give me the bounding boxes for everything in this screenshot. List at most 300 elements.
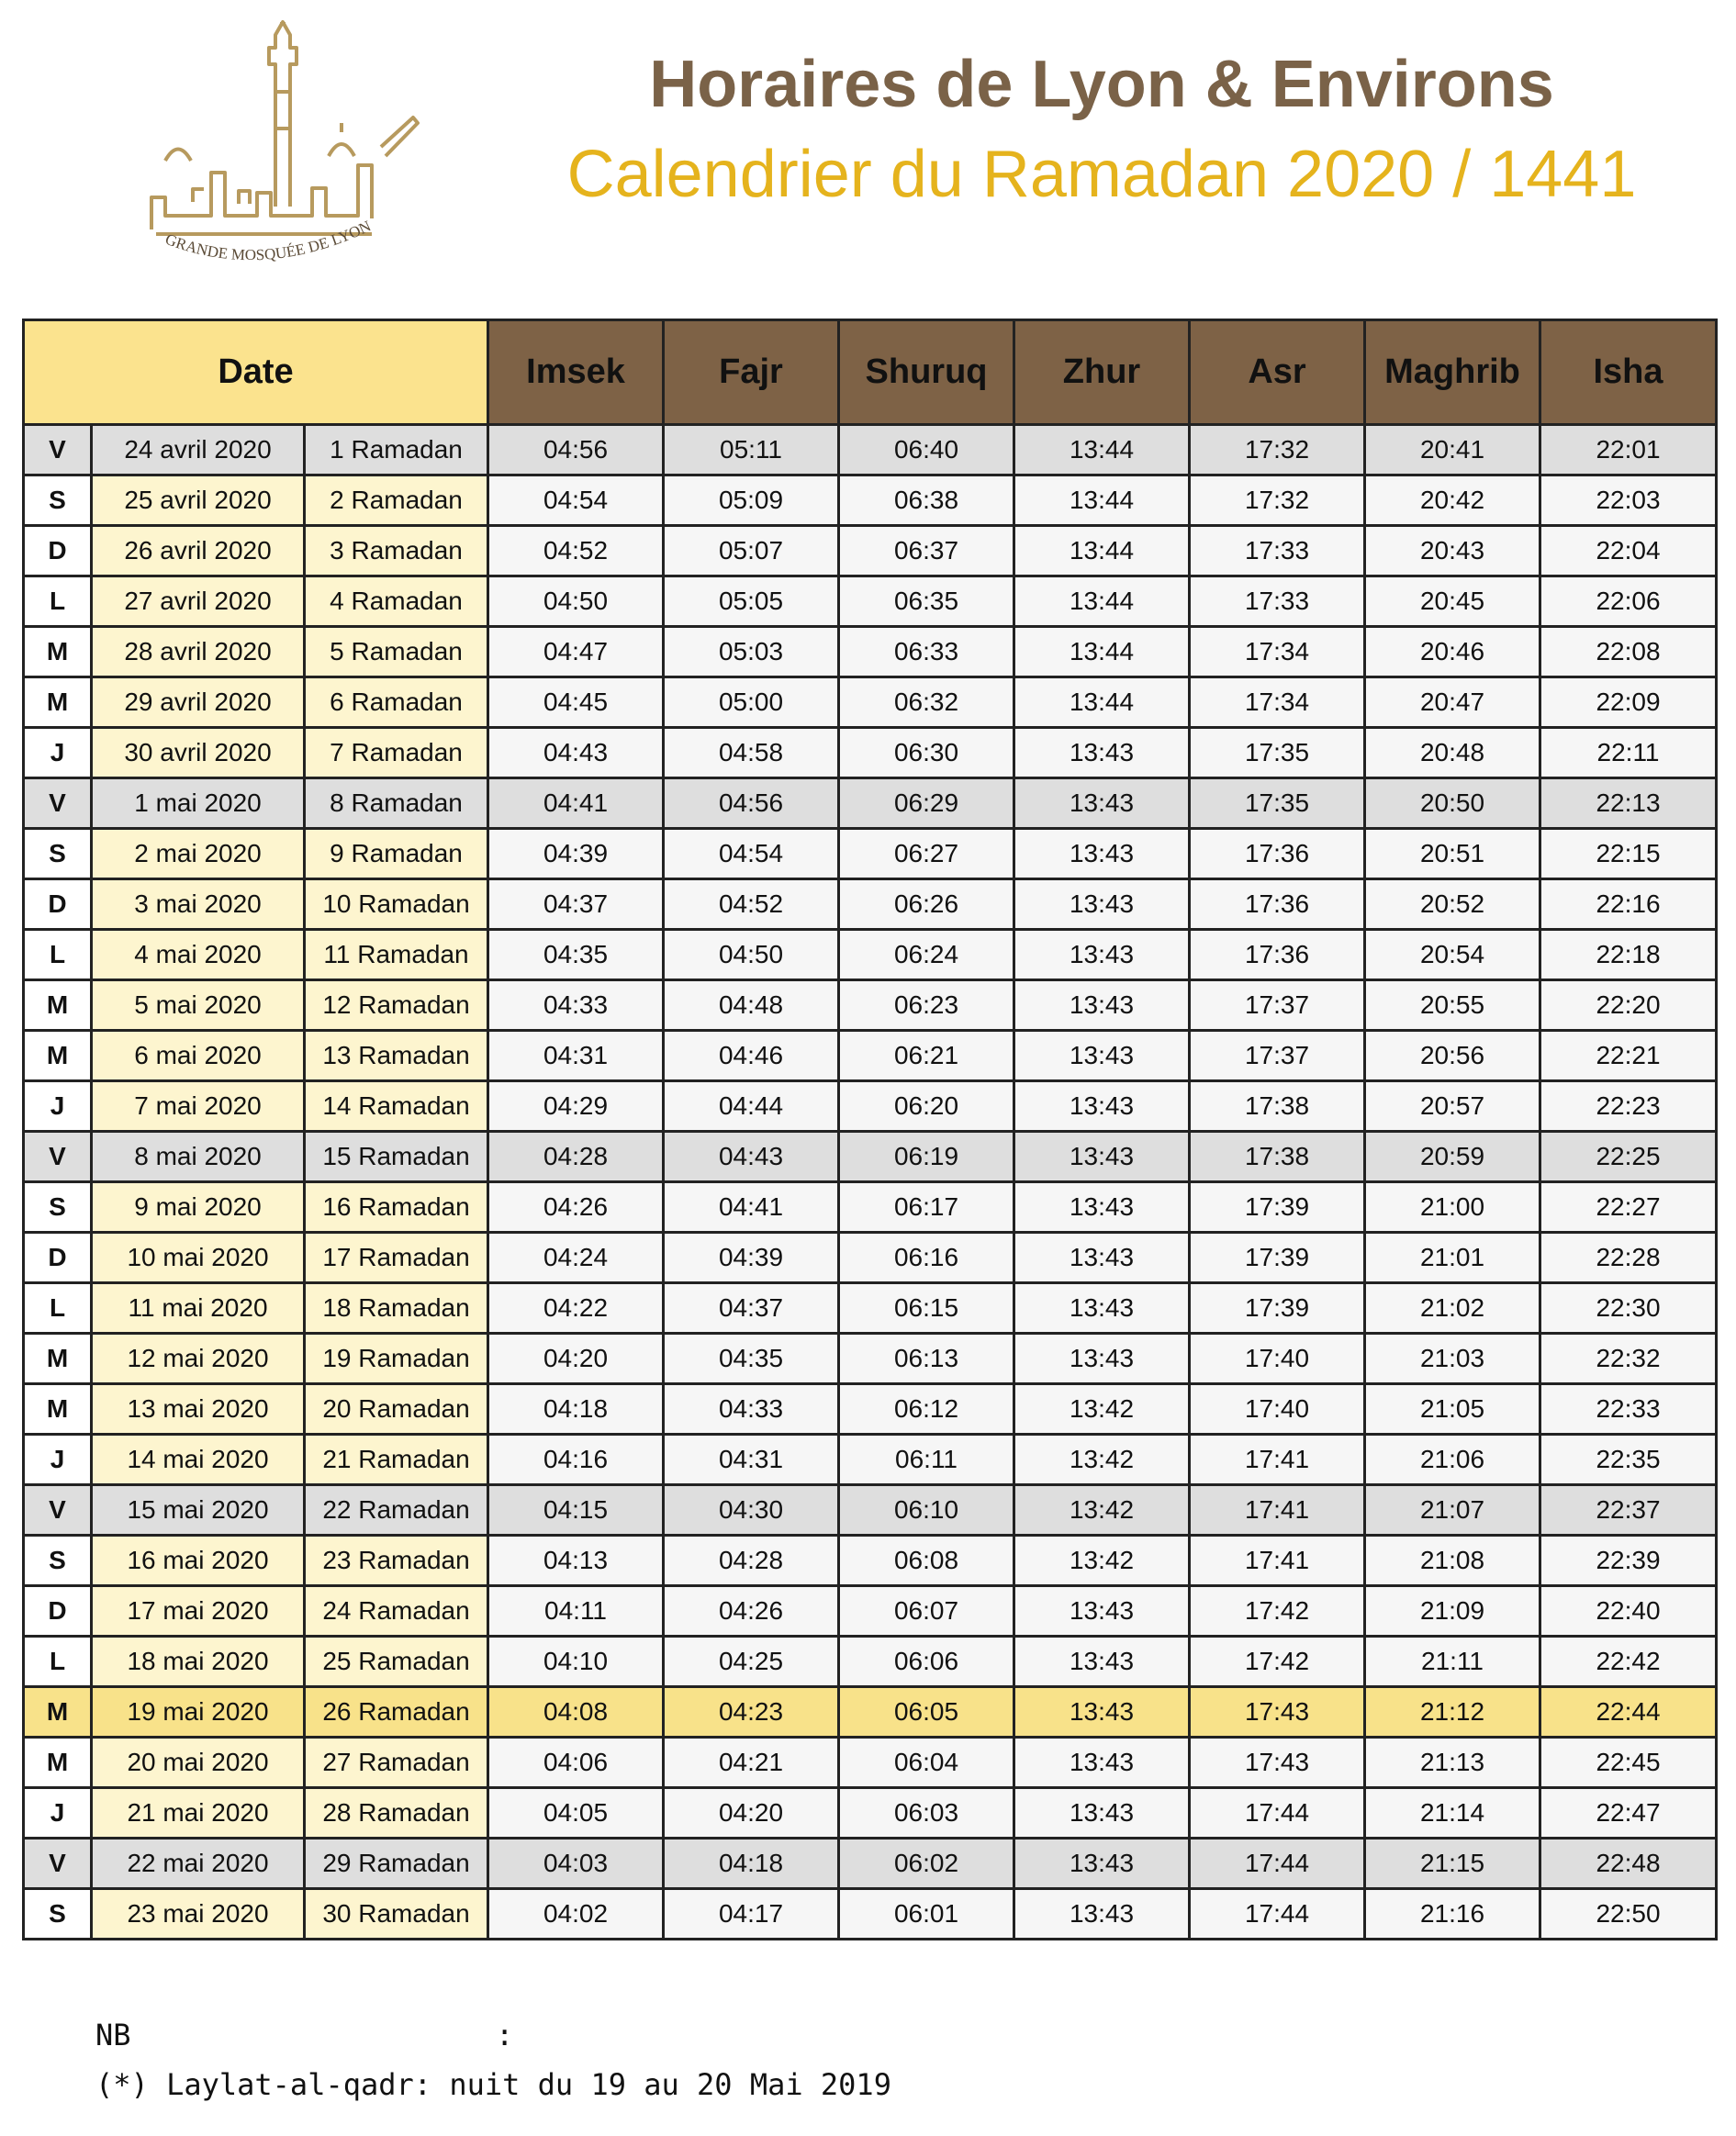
isha-time-cell: 22:35	[1540, 1435, 1717, 1485]
gregorian-date-cell: 13 mai 2020	[92, 1384, 305, 1435]
maghrib-time-cell: 20:42	[1365, 475, 1540, 526]
weekday-cell: M	[24, 677, 92, 728]
hijri-date-cell: 18 Ramadan	[305, 1283, 488, 1334]
asr-time-cell: 17:40	[1190, 1384, 1365, 1435]
isha-time-cell: 22:25	[1540, 1132, 1717, 1182]
fajr-time-cell: 04:18	[664, 1839, 839, 1889]
asr-time-cell: 17:44	[1190, 1889, 1365, 1940]
maghrib-time-cell: 21:13	[1365, 1738, 1540, 1788]
imsek-time-cell: 04:52	[488, 526, 664, 576]
isha-time-cell: 22:20	[1540, 980, 1717, 1031]
table-row	[24, 1283, 1717, 1334]
fajr-time-cell: 04:25	[664, 1637, 839, 1687]
hijri-date-cell: 17 Ramadan	[305, 1233, 488, 1283]
gregorian-date-cell: 2 mai 2020	[92, 829, 305, 879]
gregorian-date-cell: 20 mai 2020	[92, 1738, 305, 1788]
shuruq-time-cell: 06:17	[839, 1182, 1014, 1233]
fajr-time-cell: 04:50	[664, 930, 839, 980]
isha-time-cell: 22:23	[1540, 1081, 1717, 1132]
shuruq-time-cell: 06:02	[839, 1839, 1014, 1889]
isha-time-cell: 22:06	[1540, 576, 1717, 627]
shuruq-time-cell: 06:33	[839, 627, 1014, 677]
zhur-time-cell: 13:43	[1014, 1283, 1190, 1334]
imsek-time-cell: 04:56	[488, 425, 664, 475]
imsek-time-cell: 04:06	[488, 1738, 664, 1788]
zhur-time-cell: 13:43	[1014, 1233, 1190, 1283]
weekday-cell: S	[24, 829, 92, 879]
shuruq-time-cell: 06:12	[839, 1384, 1014, 1435]
table-header-row	[24, 320, 1717, 425]
shuruq-time-cell: 06:10	[839, 1485, 1014, 1536]
table-row	[24, 1687, 1717, 1738]
fajr-time-cell: 05:07	[664, 526, 839, 576]
imsek-time-cell: 04:39	[488, 829, 664, 879]
shuruq-time-cell: 06:30	[839, 728, 1014, 778]
maghrib-time-cell: 20:47	[1365, 677, 1540, 728]
isha-time-cell: 22:39	[1540, 1536, 1717, 1586]
weekday-cell: S	[24, 475, 92, 526]
page-title: Horaires de Lyon & Environs	[649, 48, 1554, 121]
zhur-time-cell: 13:43	[1014, 1687, 1190, 1738]
isha-time-cell: 22:37	[1540, 1485, 1717, 1536]
maghrib-time-cell: 21:16	[1365, 1889, 1540, 1940]
shuruq-time-cell: 06:15	[839, 1283, 1014, 1334]
shuruq-time-cell: 06:07	[839, 1586, 1014, 1637]
fajr-time-cell: 05:11	[664, 425, 839, 475]
hijri-date-cell: 7 Ramadan	[305, 728, 488, 778]
weekday-cell: L	[24, 1283, 92, 1334]
maghrib-time-cell: 20:54	[1365, 930, 1540, 980]
shuruq-time-cell: 06:24	[839, 930, 1014, 980]
zhur-time-cell: 13:43	[1014, 1132, 1190, 1182]
weekday-cell: J	[24, 1435, 92, 1485]
isha-time-cell: 22:16	[1540, 879, 1717, 930]
gregorian-date-cell: 11 mai 2020	[92, 1283, 305, 1334]
weekday-cell: V	[24, 1485, 92, 1536]
weekday-cell: M	[24, 980, 92, 1031]
nb-colon: :	[496, 2018, 514, 2052]
imsek-time-cell: 04:35	[488, 930, 664, 980]
weekday-cell: J	[24, 1788, 92, 1839]
zhur-time-cell: 13:43	[1014, 1081, 1190, 1132]
fajr-time-cell: 04:17	[664, 1889, 839, 1940]
table-row	[24, 1637, 1717, 1687]
imsek-time-cell: 04:24	[488, 1233, 664, 1283]
hijri-date-cell: 30 Ramadan	[305, 1889, 488, 1940]
gregorian-date-cell: 17 mai 2020	[92, 1586, 305, 1637]
zhur-time-cell: 13:44	[1014, 677, 1190, 728]
fajr-time-cell: 04:26	[664, 1586, 839, 1637]
asr-time-cell: 17:39	[1190, 1283, 1365, 1334]
zhur-time-cell: 13:43	[1014, 1334, 1190, 1384]
maghrib-time-cell: 21:14	[1365, 1788, 1540, 1839]
maghrib-time-cell: 21:00	[1365, 1182, 1540, 1233]
hijri-date-cell: 1 Ramadan	[305, 425, 488, 475]
imsek-time-cell: 04:05	[488, 1788, 664, 1839]
imsek-time-cell: 04:03	[488, 1839, 664, 1889]
gregorian-date-cell: 12 mai 2020	[92, 1334, 305, 1384]
hijri-date-cell: 13 Ramadan	[305, 1031, 488, 1081]
shuruq-time-cell: 06:40	[839, 425, 1014, 475]
zhur-time-cell: 13:42	[1014, 1485, 1190, 1536]
hijri-date-cell: 22 Ramadan	[305, 1485, 488, 1536]
zhur-time-cell: 13:43	[1014, 1738, 1190, 1788]
gregorian-date-cell: 9 mai 2020	[92, 1182, 305, 1233]
imsek-time-cell: 04:11	[488, 1586, 664, 1637]
shuruq-time-cell: 06:04	[839, 1738, 1014, 1788]
fajr-time-cell: 04:30	[664, 1485, 839, 1536]
maghrib-time-cell: 20:59	[1365, 1132, 1540, 1182]
isha-time-cell: 22:13	[1540, 778, 1717, 829]
imsek-time-cell: 04:43	[488, 728, 664, 778]
hijri-date-cell: 2 Ramadan	[305, 475, 488, 526]
zhur-time-cell: 13:42	[1014, 1536, 1190, 1586]
maghrib-time-cell: 21:09	[1365, 1586, 1540, 1637]
maghrib-time-cell: 20:56	[1365, 1031, 1540, 1081]
weekday-cell: M	[24, 627, 92, 677]
hijri-date-cell: 19 Ramadan	[305, 1334, 488, 1384]
fajr-time-cell: 04:48	[664, 980, 839, 1031]
shuruq-time-cell: 06:08	[839, 1536, 1014, 1586]
fajr-time-cell: 04:21	[664, 1738, 839, 1788]
hijri-date-cell: 3 Ramadan	[305, 526, 488, 576]
fajr-time-cell: 04:52	[664, 879, 839, 930]
maghrib-time-cell: 20:50	[1365, 778, 1540, 829]
asr-time-cell: 17:39	[1190, 1233, 1365, 1283]
gregorian-date-cell: 19 mai 2020	[92, 1687, 305, 1738]
hijri-date-cell: 27 Ramadan	[305, 1738, 488, 1788]
maghrib-column-header: Maghrib	[1365, 320, 1540, 425]
imsek-time-cell: 04:18	[488, 1384, 664, 1435]
shuruq-time-cell: 06:03	[839, 1788, 1014, 1839]
fajr-column-header: Fajr	[664, 320, 839, 425]
zhur-time-cell: 13:43	[1014, 930, 1190, 980]
maghrib-time-cell: 21:08	[1365, 1536, 1540, 1586]
hijri-date-cell: 14 Ramadan	[305, 1081, 488, 1132]
table-row	[24, 1839, 1717, 1889]
table-row	[24, 1132, 1717, 1182]
imsek-time-cell: 04:22	[488, 1283, 664, 1334]
gregorian-date-cell: 4 mai 2020	[92, 930, 305, 980]
fajr-time-cell: 04:58	[664, 728, 839, 778]
hijri-date-cell: 28 Ramadan	[305, 1788, 488, 1839]
hijri-date-cell: 5 Ramadan	[305, 627, 488, 677]
imsek-time-cell: 04:28	[488, 1132, 664, 1182]
weekday-cell: L	[24, 1637, 92, 1687]
isha-time-cell: 22:01	[1540, 425, 1717, 475]
nb-label: NB	[95, 2018, 131, 2052]
gregorian-date-cell: 27 avril 2020	[92, 576, 305, 627]
fajr-time-cell: 04:54	[664, 829, 839, 879]
asr-time-cell: 17:39	[1190, 1182, 1365, 1233]
hijri-date-cell: 29 Ramadan	[305, 1839, 488, 1889]
weekday-cell: L	[24, 930, 92, 980]
zhur-time-cell: 13:42	[1014, 1435, 1190, 1485]
asr-time-cell: 17:44	[1190, 1788, 1365, 1839]
imsek-time-cell: 04:16	[488, 1435, 664, 1485]
zhur-time-cell: 13:43	[1014, 1586, 1190, 1637]
fajr-time-cell: 05:03	[664, 627, 839, 677]
hijri-date-cell: 24 Ramadan	[305, 1586, 488, 1637]
asr-time-cell: 17:38	[1190, 1132, 1365, 1182]
asr-time-cell: 17:34	[1190, 627, 1365, 677]
shuruq-column-header: Shuruq	[839, 320, 1014, 425]
imsek-time-cell: 04:33	[488, 980, 664, 1031]
gregorian-date-cell: 10 mai 2020	[92, 1233, 305, 1283]
isha-time-cell: 22:04	[1540, 526, 1717, 576]
zhur-time-cell: 13:44	[1014, 576, 1190, 627]
maghrib-time-cell: 21:07	[1365, 1485, 1540, 1536]
imsek-time-cell: 04:50	[488, 576, 664, 627]
shuruq-time-cell: 06:20	[839, 1081, 1014, 1132]
table-row	[24, 930, 1717, 980]
shuruq-time-cell: 06:19	[839, 1132, 1014, 1182]
asr-time-cell: 17:41	[1190, 1536, 1365, 1586]
isha-time-cell: 22:27	[1540, 1182, 1717, 1233]
maghrib-time-cell: 20:45	[1365, 576, 1540, 627]
table-row	[24, 829, 1717, 879]
hijri-date-cell: 21 Ramadan	[305, 1435, 488, 1485]
fajr-time-cell: 04:28	[664, 1536, 839, 1586]
gregorian-date-cell: 8 mai 2020	[92, 1132, 305, 1182]
asr-time-cell: 17:41	[1190, 1485, 1365, 1536]
asr-time-cell: 17:36	[1190, 930, 1365, 980]
isha-time-cell: 22:11	[1540, 728, 1717, 778]
table-row	[24, 1485, 1717, 1536]
page-subtitle: Calendrier du Ramadan 2020 / 1441	[566, 138, 1637, 211]
shuruq-time-cell: 06:35	[839, 576, 1014, 627]
fajr-time-cell: 04:31	[664, 1435, 839, 1485]
gregorian-date-cell: 5 mai 2020	[92, 980, 305, 1031]
maghrib-time-cell: 20:51	[1365, 829, 1540, 879]
weekday-cell: M	[24, 1031, 92, 1081]
zhur-time-cell: 13:43	[1014, 1839, 1190, 1889]
weekday-cell: J	[24, 728, 92, 778]
isha-time-cell: 22:42	[1540, 1637, 1717, 1687]
date-column-header: Date	[24, 320, 488, 425]
shuruq-time-cell: 06:13	[839, 1334, 1014, 1384]
shuruq-time-cell: 06:27	[839, 829, 1014, 879]
table-row	[24, 1182, 1717, 1233]
isha-time-cell: 22:09	[1540, 677, 1717, 728]
table-row	[24, 1586, 1717, 1637]
gregorian-date-cell: 28 avril 2020	[92, 627, 305, 677]
asr-time-cell: 17:33	[1190, 576, 1365, 627]
table-row	[24, 778, 1717, 829]
table-row	[24, 980, 1717, 1031]
isha-time-cell: 22:32	[1540, 1334, 1717, 1384]
nb-note	[95, 2018, 518, 2052]
fajr-time-cell: 04:35	[664, 1334, 839, 1384]
shuruq-time-cell: 06:26	[839, 879, 1014, 930]
maghrib-time-cell: 20:52	[1365, 879, 1540, 930]
hijri-date-cell: 11 Ramadan	[305, 930, 488, 980]
isha-time-cell: 22:47	[1540, 1788, 1717, 1839]
zhur-time-cell: 13:43	[1014, 728, 1190, 778]
shuruq-time-cell: 06:32	[839, 677, 1014, 728]
hijri-date-cell: 15 Ramadan	[305, 1132, 488, 1182]
gregorian-date-cell: 18 mai 2020	[92, 1637, 305, 1687]
shuruq-time-cell: 06:38	[839, 475, 1014, 526]
fajr-time-cell: 05:00	[664, 677, 839, 728]
maghrib-time-cell: 20:55	[1365, 980, 1540, 1031]
fajr-time-cell: 05:09	[664, 475, 839, 526]
maghrib-time-cell: 21:12	[1365, 1687, 1540, 1738]
imsek-time-cell: 04:15	[488, 1485, 664, 1536]
isha-time-cell: 22:45	[1540, 1738, 1717, 1788]
zhur-time-cell: 13:43	[1014, 829, 1190, 879]
table-row	[24, 1384, 1717, 1435]
imsek-time-cell: 04:08	[488, 1687, 664, 1738]
fajr-time-cell: 04:46	[664, 1031, 839, 1081]
imsek-time-cell: 04:26	[488, 1182, 664, 1233]
asr-time-cell: 17:35	[1190, 728, 1365, 778]
fajr-time-cell: 04:41	[664, 1182, 839, 1233]
gregorian-date-cell: 26 avril 2020	[92, 526, 305, 576]
imsek-time-cell: 04:37	[488, 879, 664, 930]
weekday-cell: D	[24, 1586, 92, 1637]
asr-time-cell: 17:32	[1190, 425, 1365, 475]
imsek-time-cell: 04:47	[488, 627, 664, 677]
asr-time-cell: 17:37	[1190, 1031, 1365, 1081]
imsek-column-header: Imsek	[488, 320, 664, 425]
maghrib-time-cell: 20:41	[1365, 425, 1540, 475]
isha-time-cell: 22:40	[1540, 1586, 1717, 1637]
maghrib-time-cell: 21:11	[1365, 1637, 1540, 1687]
fajr-time-cell: 04:37	[664, 1283, 839, 1334]
zhur-time-cell: 13:43	[1014, 1889, 1190, 1940]
logo-caption: GRANDE MOSQUÉE DE LYON	[162, 217, 374, 264]
isha-column-header: Isha	[1540, 320, 1717, 425]
fajr-time-cell: 04:39	[664, 1233, 839, 1283]
table-row	[24, 1233, 1717, 1283]
isha-time-cell: 22:28	[1540, 1233, 1717, 1283]
zhur-time-cell: 13:44	[1014, 526, 1190, 576]
zhur-time-cell: 13:43	[1014, 1182, 1190, 1233]
isha-time-cell: 22:21	[1540, 1031, 1717, 1081]
asr-time-cell: 17:37	[1190, 980, 1365, 1031]
fajr-time-cell: 04:56	[664, 778, 839, 829]
zhur-time-cell: 13:44	[1014, 475, 1190, 526]
table-row	[24, 728, 1717, 778]
zhur-time-cell: 13:43	[1014, 1788, 1190, 1839]
maghrib-time-cell: 21:03	[1365, 1334, 1540, 1384]
zhur-time-cell: 13:43	[1014, 879, 1190, 930]
imsek-time-cell: 04:13	[488, 1536, 664, 1586]
shuruq-time-cell: 06:06	[839, 1637, 1014, 1687]
asr-time-cell: 17:34	[1190, 677, 1365, 728]
hijri-date-cell: 6 Ramadan	[305, 677, 488, 728]
isha-time-cell: 22:15	[1540, 829, 1717, 879]
table-row	[24, 879, 1717, 930]
isha-time-cell: 22:50	[1540, 1889, 1717, 1940]
mosque-logo	[138, 9, 431, 285]
weekday-cell: M	[24, 1384, 92, 1435]
asr-time-cell: 17:36	[1190, 829, 1365, 879]
gregorian-date-cell: 6 mai 2020	[92, 1031, 305, 1081]
fajr-time-cell: 04:43	[664, 1132, 839, 1182]
shuruq-time-cell: 06:29	[839, 778, 1014, 829]
gregorian-date-cell: 24 avril 2020	[92, 425, 305, 475]
isha-time-cell: 22:18	[1540, 930, 1717, 980]
hijri-date-cell: 8 Ramadan	[305, 778, 488, 829]
weekday-cell: V	[24, 1132, 92, 1182]
table-row	[24, 677, 1717, 728]
zhur-time-cell: 13:43	[1014, 778, 1190, 829]
table-row	[24, 1788, 1717, 1839]
maghrib-time-cell: 21:01	[1365, 1233, 1540, 1283]
gregorian-date-cell: 7 mai 2020	[92, 1081, 305, 1132]
weekday-cell: S	[24, 1889, 92, 1940]
asr-time-cell: 17:40	[1190, 1334, 1365, 1384]
table-row	[24, 1334, 1717, 1384]
imsek-time-cell: 04:45	[488, 677, 664, 728]
shuruq-time-cell: 06:11	[839, 1435, 1014, 1485]
shuruq-time-cell: 06:23	[839, 980, 1014, 1031]
gregorian-date-cell: 30 avril 2020	[92, 728, 305, 778]
fajr-time-cell: 04:44	[664, 1081, 839, 1132]
maghrib-time-cell: 20:46	[1365, 627, 1540, 677]
hijri-date-cell: 9 Ramadan	[305, 829, 488, 879]
table-row	[24, 1738, 1717, 1788]
maghrib-time-cell: 20:43	[1365, 526, 1540, 576]
hijri-date-cell: 12 Ramadan	[305, 980, 488, 1031]
imsek-time-cell: 04:10	[488, 1637, 664, 1687]
isha-time-cell: 22:30	[1540, 1283, 1717, 1334]
fajr-time-cell: 04:33	[664, 1384, 839, 1435]
shuruq-time-cell: 06:37	[839, 526, 1014, 576]
maghrib-time-cell: 21:05	[1365, 1384, 1540, 1435]
gregorian-date-cell: 29 avril 2020	[92, 677, 305, 728]
hijri-date-cell: 25 Ramadan	[305, 1637, 488, 1687]
table-row	[24, 576, 1717, 627]
fajr-time-cell: 04:23	[664, 1687, 839, 1738]
weekday-cell: V	[24, 778, 92, 829]
weekday-cell: S	[24, 1536, 92, 1586]
table-row	[24, 1536, 1717, 1586]
mosque-logo-icon	[138, 9, 431, 285]
shuruq-time-cell: 06:21	[839, 1031, 1014, 1081]
isha-time-cell: 22:08	[1540, 627, 1717, 677]
zhur-time-cell: 13:43	[1014, 1637, 1190, 1687]
asr-time-cell: 17:32	[1190, 475, 1365, 526]
gregorian-date-cell: 22 mai 2020	[92, 1839, 305, 1889]
asr-time-cell: 17:43	[1190, 1687, 1365, 1738]
table-row	[24, 526, 1717, 576]
gregorian-date-cell: 14 mai 2020	[92, 1435, 305, 1485]
imsek-time-cell: 04:31	[488, 1031, 664, 1081]
asr-time-cell: 17:44	[1190, 1839, 1365, 1889]
asr-time-cell: 17:38	[1190, 1081, 1365, 1132]
zhur-time-cell: 13:43	[1014, 980, 1190, 1031]
weekday-cell: V	[24, 1839, 92, 1889]
isha-time-cell: 22:03	[1540, 475, 1717, 526]
isha-time-cell: 22:44	[1540, 1687, 1717, 1738]
shuruq-time-cell: 06:16	[839, 1233, 1014, 1283]
weekday-cell: V	[24, 425, 92, 475]
table-row	[24, 1435, 1717, 1485]
zhur-time-cell: 13:44	[1014, 425, 1190, 475]
gregorian-date-cell: 15 mai 2020	[92, 1485, 305, 1536]
hijri-date-cell: 10 Ramadan	[305, 879, 488, 930]
table-row	[24, 425, 1717, 475]
hijri-date-cell: 16 Ramadan	[305, 1182, 488, 1233]
isha-time-cell: 22:48	[1540, 1839, 1717, 1889]
hijri-date-cell: 20 Ramadan	[305, 1384, 488, 1435]
hijri-date-cell: 4 Ramadan	[305, 576, 488, 627]
weekday-cell: J	[24, 1081, 92, 1132]
weekday-cell: M	[24, 1334, 92, 1384]
